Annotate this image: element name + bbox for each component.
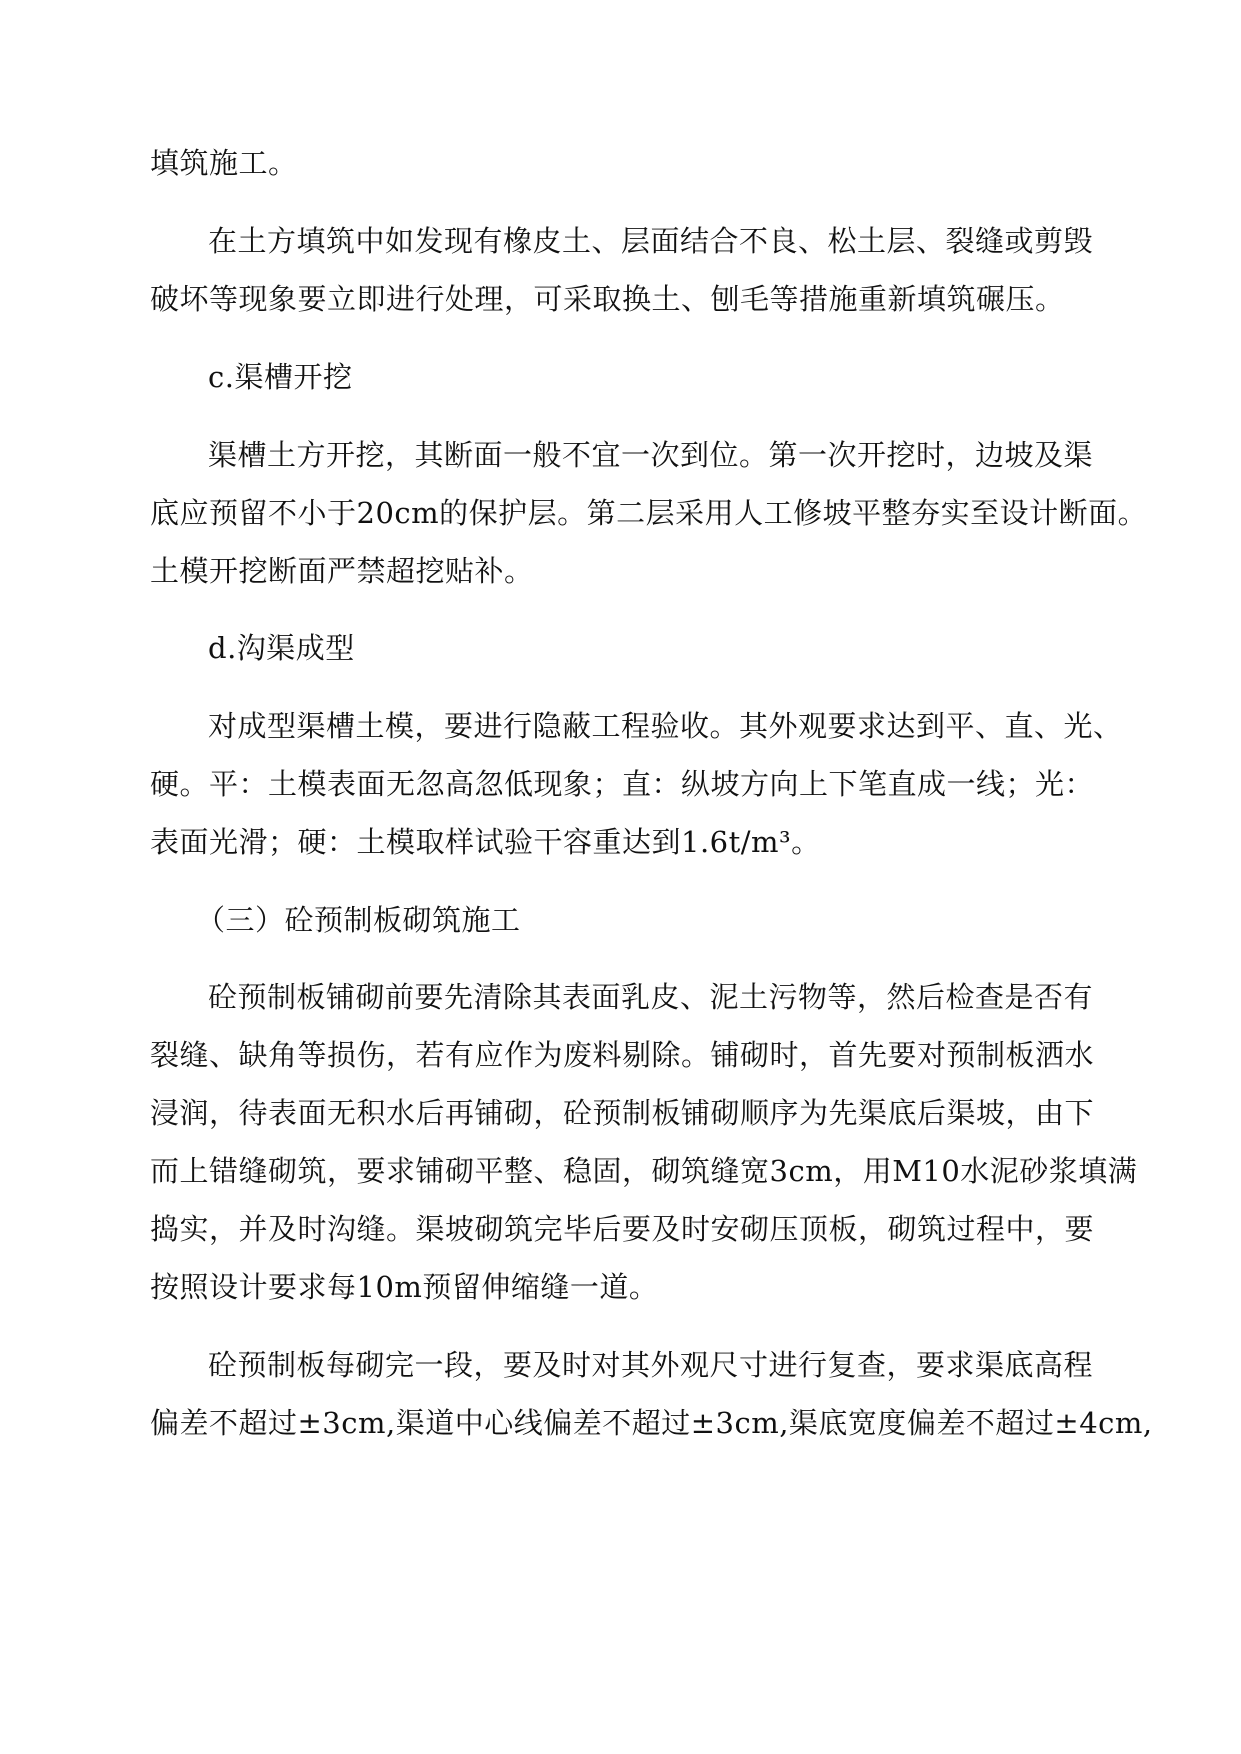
paragraph-line: 偏差不超过±3cm,渠道中心线偏差不超过±3cm,渠底宽度偏差不超过±4cm, — [150, 1406, 1153, 1440]
paragraph-line: 裂缝、缺角等损伤，若有应作为废料剔除。铺砌时，首先要对预制板洒水 — [150, 1038, 1095, 1072]
paragraph-line: 破坏等现象要立即进行处理，可采取换土、刨毛等措施重新填筑碾压。 — [150, 282, 1065, 316]
paragraph-line: 砼预制板铺砌前要先清除其表面乳皮、泥土污物等，然后检查是否有 — [208, 980, 1094, 1014]
paragraph-line: 按照设计要求每10m预留伸缩缝一道。 — [150, 1270, 659, 1304]
paragraph-line: 土模开挖断面严禁超挖贴补。 — [150, 554, 534, 588]
paragraph-line: 渠槽土方开挖，其断面一般不宜一次到位。第一次开挖时，边坡及渠 — [208, 438, 1094, 472]
paragraph-line: 而上错缝砌筑，要求铺砌平整、稳固，砌筑缝宽3cm，用M10水泥砂浆填满 — [150, 1154, 1138, 1188]
section-heading: （三）砼预制板砌筑施工 — [196, 903, 521, 937]
paragraph-line: 表面光滑；硬：土模取样试验干容重达到1.6t/m³。 — [150, 825, 821, 859]
section-heading: c.渠槽开挖 — [208, 360, 353, 394]
paragraph-line: 对成型渠槽土模，要进行隐蔽工程验收。其外观要求达到平、直、光、 — [208, 709, 1123, 743]
paragraph-line: 在土方填筑中如发现有橡皮土、层面结合不良、松土层、裂缝或剪毁 — [208, 224, 1094, 258]
section-heading: d.沟渠成型 — [208, 631, 355, 665]
paragraph-line: 填筑施工。 — [150, 146, 298, 180]
paragraph-line: 砼预制板每砌完一段，要及时对其外观尺寸进行复查，要求渠底高程 — [208, 1348, 1094, 1382]
paragraph-line: 硬。平：土模表面无忽高忽低现象；直：纵坡方向上下笔直成一线；光： — [150, 767, 1095, 801]
paragraph-line: 捣实，并及时沟缝。渠坡砌筑完毕后要及时安砌压顶板，砌筑过程中，要 — [150, 1212, 1095, 1246]
paragraph-line: 底应预留不小于20cm的保护层。第二层采用人工修坡平整夯实至设计断面。 — [150, 496, 1148, 530]
paragraph-line: 浸润，待表面无积水后再铺砌，砼预制板铺砌顺序为先渠底后渠坡，由下 — [150, 1096, 1095, 1130]
